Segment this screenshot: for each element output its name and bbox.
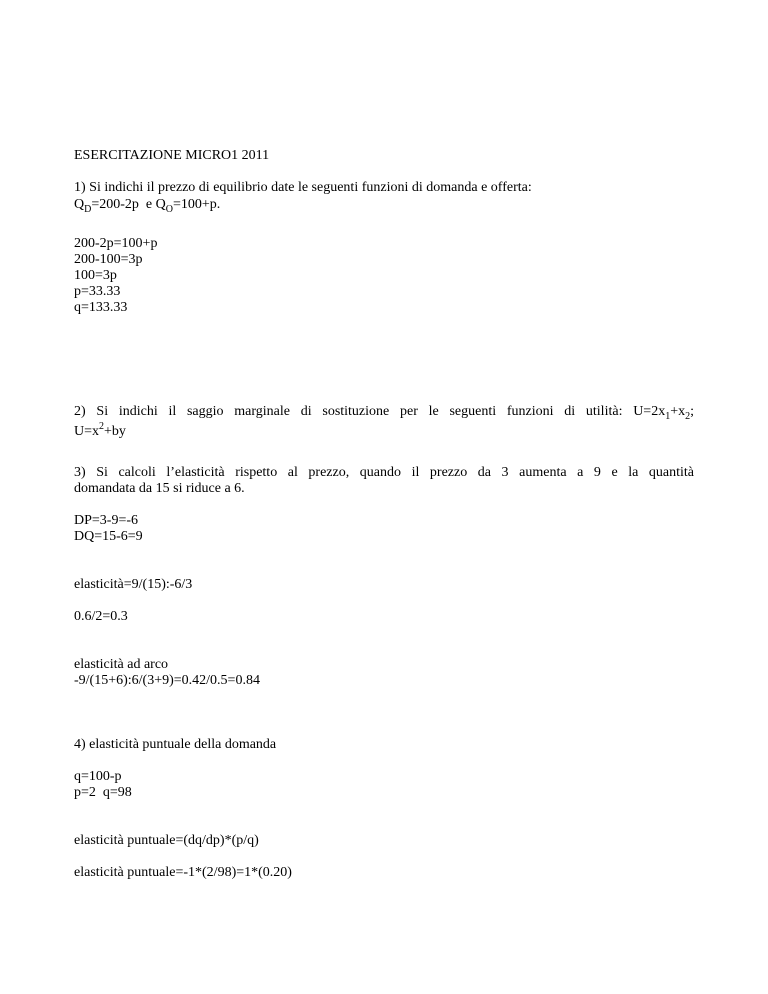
- q3-arc-calc: -9/(15+6):6/(3+9)=0.42/0.5=0.84: [74, 673, 260, 688]
- q1-step-3: 100=3p: [74, 268, 117, 283]
- q2-question-line2: [74, 421, 126, 440]
- q4-demand: q=100-p: [74, 769, 122, 784]
- q2-mid: +x: [670, 404, 686, 419]
- q1-functions: [74, 197, 220, 213]
- q1-step-4: p=33.33: [74, 284, 121, 299]
- q1-eq-q1: Q: [74, 197, 85, 212]
- q4-title: 4) elasticità puntuale della domanda: [74, 737, 277, 752]
- q3-dq: DQ=15-6=9: [74, 529, 143, 544]
- q1-eq-end: =100+p.: [172, 197, 221, 212]
- q4-formula: elasticità puntuale=(dq/dp)*(p/q): [74, 833, 259, 848]
- q2-line2-a: U=x: [74, 424, 100, 439]
- q2-end: ;: [690, 404, 694, 419]
- q3-question-line2: domandata da 15 si riduce a 6.: [74, 481, 245, 496]
- q4-point: p=2 q=98: [74, 785, 132, 800]
- q1-step-2: 200-100=3p: [74, 252, 143, 267]
- q3-question-line1: 3) Si calcoli l’elasticità rispetto al prezzo, quando il prezzo da 3 aumenta a 9 e la quantità: [74, 465, 694, 480]
- q3-arc-label: elasticità ad arco: [74, 657, 169, 672]
- q1-step-1: 200-2p=100+p: [74, 236, 158, 251]
- q2-text: 2) Si indichi il saggio marginale di sostituzione per le seguenti funzioni di utilità: U=2x: [74, 404, 666, 419]
- q1-question: 1) Si indichi il prezzo di equilibrio date le seguenti funzioni di domanda e offerta:: [74, 180, 532, 195]
- q2-sub-2: 2: [685, 411, 691, 422]
- q1-eq-sub-d: D: [84, 204, 92, 215]
- q3-dp: DP=3-9=-6: [74, 513, 139, 528]
- q2-line2-b: +by: [104, 424, 126, 439]
- q1-eq-sub-o: O: [165, 204, 173, 215]
- q2-sup-2: 2: [99, 421, 105, 432]
- q3-result: 0.6/2=0.3: [74, 609, 128, 624]
- document-title: ESERCITAZIONE MICRO1 2011: [74, 148, 270, 163]
- q2-question-line1: [74, 404, 694, 420]
- q1-eq-mid: =200-2p e Q: [91, 197, 166, 212]
- q3-elasticity: elasticità=9/(15):-6/3: [74, 577, 193, 592]
- q4-calc: elasticità puntuale=-1*(2/98)=1*(0.20): [74, 865, 292, 880]
- q2-sub-1: 1: [665, 411, 671, 422]
- q1-step-5: q=133.33: [74, 300, 128, 315]
